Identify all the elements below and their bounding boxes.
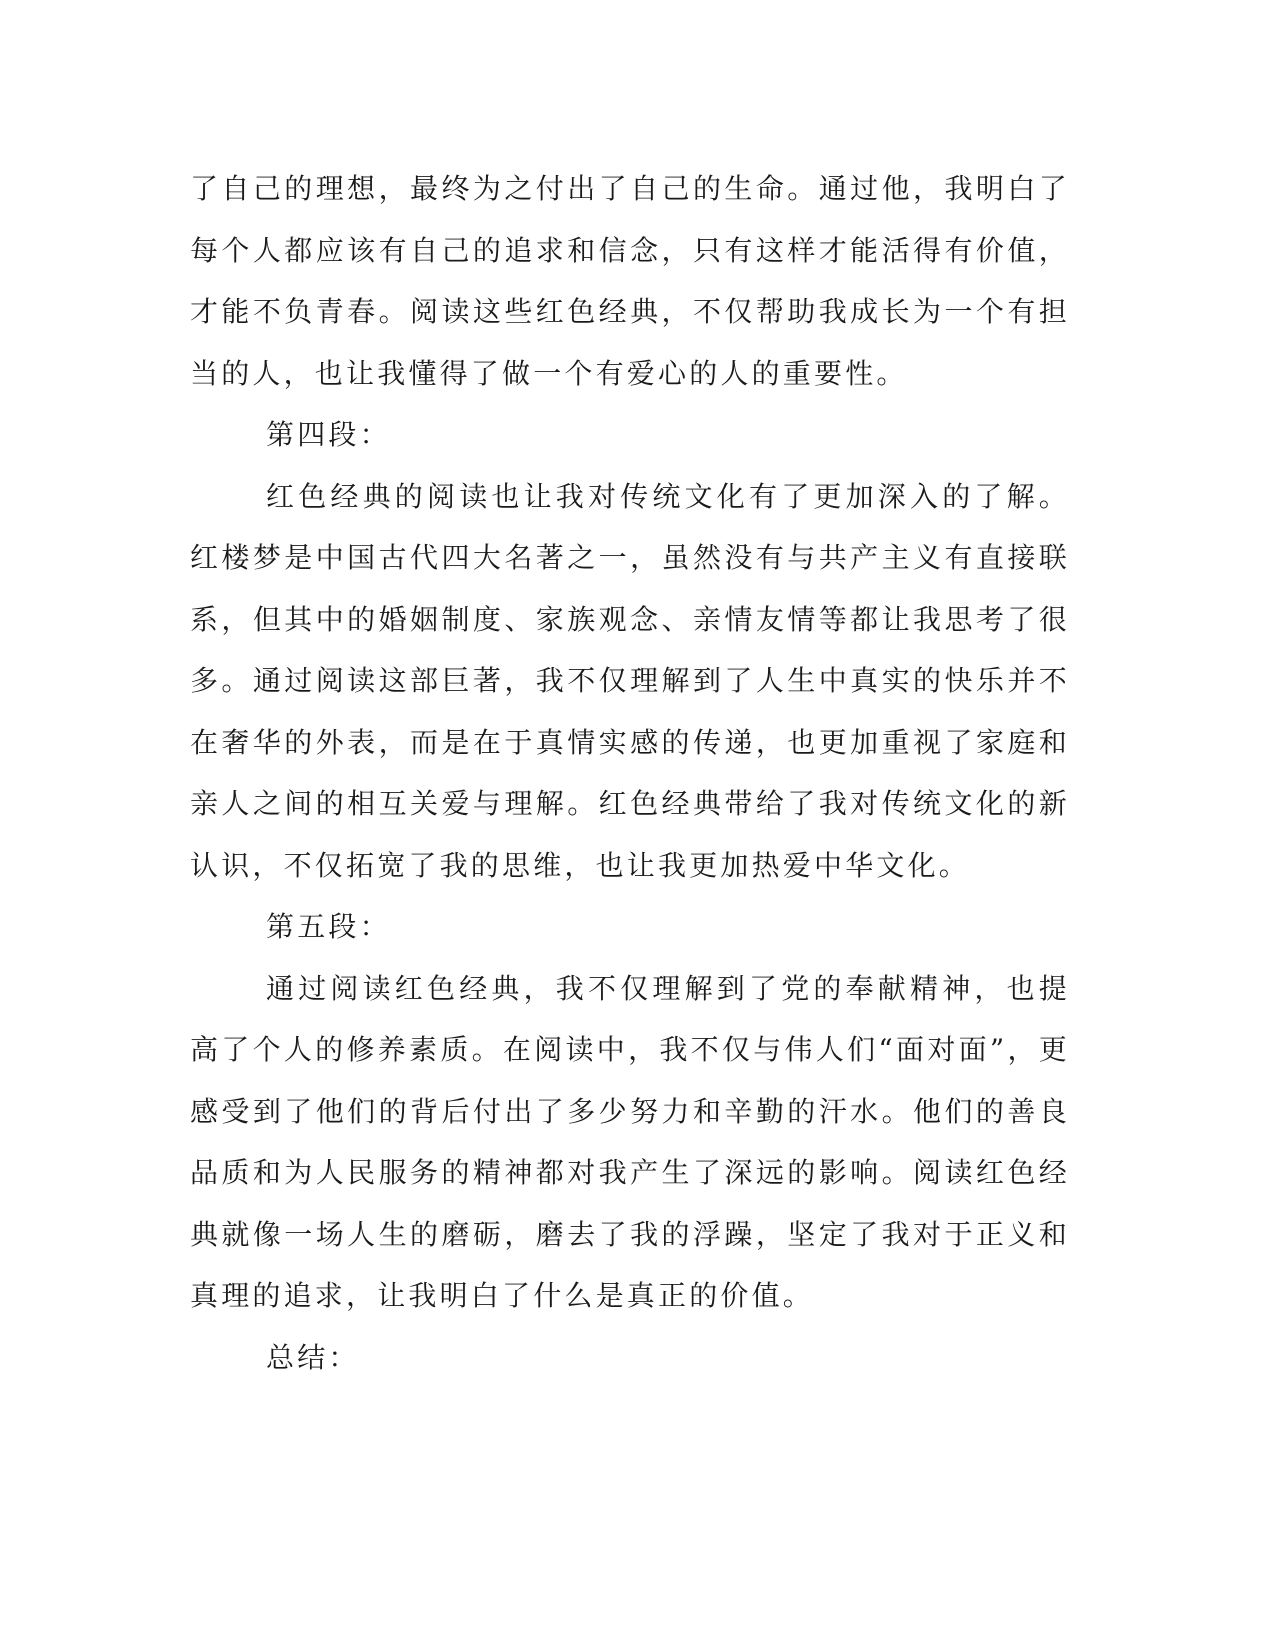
document-body [190, 158, 1070, 1388]
paragraph-continued: 了自己的理想，最终为之付出了自己的生命。通过他，我明白了每个人都应该有自己的追求和信念，只有这样才能活得有价值，才能不负青春。阅读这些红色经典，不仅帮助我成长为一个有担当的人，也让我懂得了做一个有爱心的人的重要性。 [190, 172, 1070, 390]
section-heading-summary: 总结： [266, 1340, 360, 1374]
paragraph-section-4: 红色经典的阅读也让我对传统文化有了更加深入的了解。红楼梦是中国古代四大名著之一，虽然没有与共产主义有直接联系，但其中的婚姻制度、家族观念、亲情友情等都让我思考了很多。通过阅读这部巨著，我不仅理解到了人生中真实的快乐并不在奢华的外表，而是在于真情实感的传递，也更加重视了家庭和亲人之间的相互关爱与理解。红色经典带给了我对传统文化的新认识，不仅拓宽了我的思维，也让我更加热爱中华文化。 [190, 479, 1070, 882]
paragraph-section-5: 通过阅读红色经典，我不仅理解到了党的奉献精神，也提高了个人的修养素质。在阅读中，我不仅与伟人们“面对面”，更感受到了他们的背后付出了多少努力和辛勤的汗水。他们的善良品质和为人民服务的精神都对我产生了深远的影响。阅读红色经典就像一场人生的磨砺，磨去了我的浮躁，坚定了我对于正义和真理的追求，让我明白了什么是真正的价值。 [190, 971, 1070, 1312]
section-heading-5: 第五段： [266, 910, 391, 943]
section-heading-4: 第四段： [266, 418, 391, 451]
